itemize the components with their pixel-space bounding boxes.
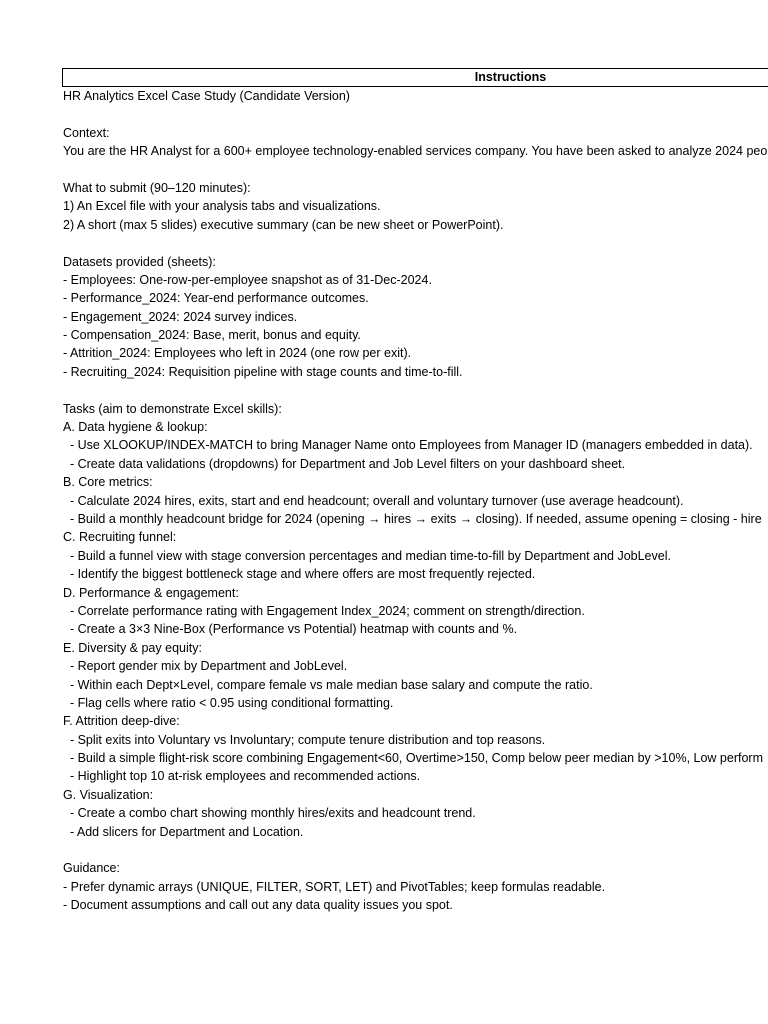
instruction-line[interactable]: - Engagement_2024: 2024 survey indices.	[63, 309, 298, 324]
instruction-line[interactable]: - Add slicers for Department and Location.	[63, 824, 304, 839]
instruction-line[interactable]: - Recruiting_2024: Requisition pipeline with stage counts and time-to-fill.	[63, 364, 463, 379]
instruction-line[interactable]: - Build a monthly headcount bridge for 2024 (opening → hires → exits → closing). If needed, assume opening = closing - hire	[63, 511, 762, 526]
instruction-line[interactable]: Tasks (aim to demonstrate Excel skills):	[63, 401, 282, 416]
instruction-line[interactable]: Datasets provided (sheets):	[63, 254, 216, 269]
instruction-line[interactable]: 2) A short (max 5 slides) executive summary (can be new sheet or PowerPoint).	[63, 217, 504, 232]
empty-cell-row[interactable]	[62, 841, 768, 859]
instruction-line[interactable]: - Identify the biggest bottleneck stage and where offers are most frequently rejected.	[63, 567, 536, 582]
instruction-line[interactable]: 1) An Excel file with your analysis tabs and visualizations.	[63, 199, 381, 214]
instruction-line[interactable]: - Correlate performance rating with Engagement Index_2024; comment on strength/direction.	[63, 603, 585, 618]
instruction-line[interactable]: - Flag cells where ratio < 0.95 using conditional formatting.	[63, 695, 394, 710]
instruction-line[interactable]: B. Core metrics:	[63, 475, 153, 490]
instruction-line[interactable]: - Highlight top 10 at-risk employees and recommended actions.	[63, 769, 421, 784]
empty-cell-row[interactable]	[62, 161, 768, 179]
instruction-line[interactable]: A. Data hygiene & lookup:	[63, 420, 208, 435]
instruction-line[interactable]: - Use XLOOKUP/INDEX-MATCH to bring Manager Name onto Employees from Manager ID (managers embedded in data).	[63, 438, 753, 453]
instruction-line[interactable]: - Within each Dept×Level, compare female vs male median base salary and compute the ratio.	[63, 677, 593, 692]
instruction-line[interactable]: Context:	[63, 125, 110, 140]
empty-cell-row[interactable]	[62, 234, 768, 252]
instruction-line[interactable]: - Employees: One-row-per-employee snapshot as of 31-Dec-2024.	[63, 272, 432, 287]
instructions-header-cell[interactable]: Instructions	[62, 68, 768, 87]
instruction-line[interactable]: What to submit (90–120 minutes):	[63, 180, 251, 195]
instruction-line[interactable]: You are the HR Analyst for a 600+ employee technology-enabled services company. You have been asked to analyze 2024 peo	[63, 144, 768, 159]
instruction-line[interactable]: D. Performance & engagement:	[63, 585, 239, 600]
instruction-line[interactable]: G. Visualization:	[63, 787, 154, 802]
instruction-line[interactable]: - Performance_2024: Year-end performance outcomes.	[63, 291, 369, 306]
instruction-line[interactable]: - Create a 3×3 Nine-Box (Performance vs Potential) heatmap with counts and %.	[63, 622, 518, 637]
instruction-line[interactable]: - Compensation_2024: Base, merit, bonus and equity.	[63, 328, 361, 343]
instruction-rows	[62, 87, 768, 915]
instruction-line[interactable]: - Build a simple flight-risk score combining Engagement<60, Overtime>150, Comp below peer median by >10%, Low perform	[63, 751, 763, 766]
instruction-line[interactable]: C. Recruiting funnel:	[63, 530, 177, 545]
instruction-line[interactable]: - Calculate 2024 hires, exits, start and end headcount; overall and voluntary turnover (use average headcount).	[63, 493, 684, 508]
empty-cell-row[interactable]	[62, 105, 768, 123]
instruction-line[interactable]: - Document assumptions and call out any data quality issues you spot.	[63, 898, 453, 913]
instruction-line[interactable]: - Split exits into Voluntary vs Involuntary; compute tenure distribution and top reasons.	[63, 732, 546, 747]
empty-cell-row[interactable]	[62, 381, 768, 399]
spreadsheet-sheet	[62, 68, 768, 915]
instruction-line[interactable]: - Prefer dynamic arrays (UNIQUE, FILTER, SORT, LET) and PivotTables; keep formulas readable.	[63, 879, 606, 894]
instruction-line[interactable]: - Attrition_2024: Employees who left in 2024 (one row per exit).	[63, 346, 412, 361]
instruction-line[interactable]: - Build a funnel view with stage conversion percentages and median time-to-fill by Department and JobLevel.	[63, 548, 671, 563]
instruction-line[interactable]: F. Attrition deep-dive:	[63, 714, 180, 729]
instruction-line[interactable]: HR Analytics Excel Case Study (Candidate Version)	[63, 89, 350, 103]
instruction-line[interactable]: - Create a combo chart showing monthly hires/exits and headcount trend.	[63, 806, 476, 821]
instruction-line[interactable]: - Create data validations (dropdowns) for Department and Job Level filters on your dashboard sheet.	[63, 456, 626, 471]
instruction-line[interactable]: - Report gender mix by Department and JobLevel.	[63, 659, 348, 674]
instruction-line[interactable]: E. Diversity & pay equity:	[63, 640, 202, 655]
instruction-line[interactable]: Guidance:	[63, 861, 120, 876]
